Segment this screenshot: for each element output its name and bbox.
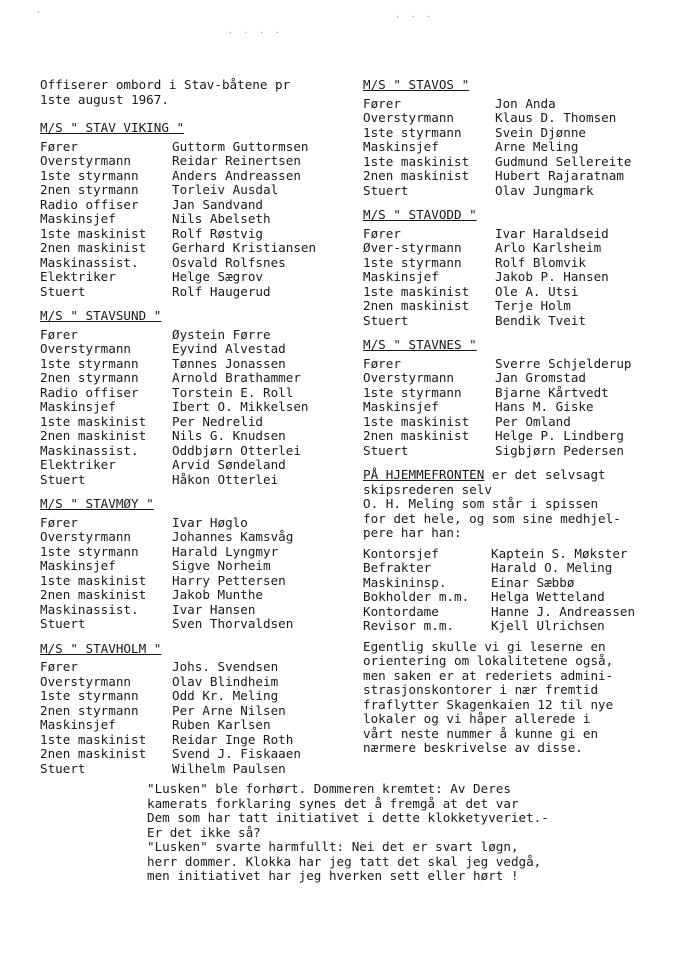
staff-row	[363, 576, 668, 591]
crew-row	[363, 184, 668, 199]
ship-title: M/S " STAVSUND "	[40, 308, 162, 323]
crew-role: Fører	[363, 95, 401, 111]
crew-name: Arne Meling	[495, 139, 579, 154]
crew-role: 2nen maskinist	[40, 240, 147, 255]
crew-name: Osvald Rolfsnes	[172, 254, 286, 270]
crew-row	[40, 328, 345, 343]
crew-role: Overstyrmann	[363, 110, 454, 125]
crew-name: Ruben Karlsen	[172, 717, 271, 732]
crew-name: Eyvind Alvestad	[172, 341, 286, 356]
crew-name: Johs. Svendsen	[172, 659, 279, 674]
crew-role: Overstyrmann	[40, 341, 131, 356]
crew-role: Stuert	[40, 471, 86, 487]
crew-name: Torstein E. Roll	[172, 384, 294, 400]
crew-row	[40, 762, 345, 777]
crew-row	[40, 400, 345, 415]
crew-role: 2nen maskinist	[40, 587, 147, 602]
ship-section	[363, 78, 668, 198]
crew-row	[40, 241, 345, 256]
crew-role: 1ste maskinist	[363, 153, 470, 169]
crew-role: Radio offiser	[40, 196, 139, 212]
crew-role: Maskinassist.	[40, 254, 139, 270]
crew-role: Maskinsjef	[363, 139, 439, 154]
staff-role: Bokholder m.m.	[363, 589, 470, 604]
crew-row	[363, 314, 668, 329]
crew-row	[40, 140, 345, 155]
crew-row	[40, 198, 345, 213]
crew-role: Øver-styrmann	[363, 240, 462, 255]
home-front-paragraph: Egentlig skulle vi gi leserne en orientering om lokalitetene også, men saken er at rederiets admini- strasjonskontorer i nær fremtid fraflytter Skagenkaien 12 til nye lokaler og vi håper allerede i vårt neste nummer å kunne gi en nærmere beskrivelse av disse.	[363, 638, 614, 755]
crew-name: Hubert Rajaratnam	[495, 168, 624, 183]
crew-row	[40, 675, 345, 690]
crew-row	[40, 718, 345, 733]
crew-role: Overstyrmann	[363, 370, 454, 385]
crew-name: Jakob Munthe	[172, 587, 263, 602]
crew-row	[40, 429, 345, 444]
crew-row	[40, 588, 345, 603]
crew-role: Fører	[363, 355, 401, 371]
crew-row	[40, 270, 345, 285]
staff-role: Kontorsjef	[363, 545, 439, 561]
crew-role: 2nen maskinist	[363, 298, 470, 313]
crew-row	[363, 111, 668, 126]
crew-role: Elektriker	[40, 269, 116, 284]
ship-title: M/S " STAVNES "	[363, 337, 477, 352]
crew-name: Ivar Hansen	[172, 601, 256, 617]
crew-row	[363, 155, 668, 170]
staff-row	[363, 561, 668, 576]
staff-role: Befrakter	[363, 560, 432, 575]
crew-name: Svend J. Fiskaaen	[172, 746, 301, 761]
crew-row	[40, 747, 345, 762]
office-staff-list	[363, 547, 668, 634]
staff-name: Einar Sæbbø	[491, 574, 575, 590]
crew-role: 1ste styrmann	[40, 688, 139, 703]
anecdote-text: "Lusken" ble forhørt. Dommeren kremtet: Av Deres kamerats forklaring synes det å fremgå at det var Dem som har tatt initiativet i dette klokketyveriet.- Er det ikke så? "Lusken" svarte harmfullt: Nei det er svart løgn, herr dommer. Klokka har jeg tatt det skal jeg vedgå, men initiativet har jeg hverken sett eller hørt !	[147, 781, 549, 883]
crew-row	[40, 285, 345, 300]
crew-row	[40, 154, 345, 169]
crew-row	[40, 689, 345, 704]
crew-name: Arlo Karlsheim	[495, 240, 602, 255]
crew-row	[363, 415, 668, 430]
crew-name: Torleiv Ausdal	[172, 182, 279, 197]
staff-name: Kjell Ulrichsen	[491, 618, 605, 633]
crew-role: Overstyrmann	[40, 673, 131, 689]
crew-role: Maskinsjef	[40, 399, 116, 414]
crew-role: 1ste maskinist	[40, 413, 147, 429]
crew-role: 1ste maskinist	[40, 225, 147, 241]
crew-role: Stuert	[363, 312, 409, 328]
crew-name: Helge P. Lindberg	[495, 428, 624, 443]
crew-name: Per Omland	[495, 413, 571, 429]
crew-role: Stuert	[363, 182, 409, 198]
crew-role: 1ste maskinist	[363, 413, 470, 429]
crew-row	[40, 473, 345, 488]
crew-row	[363, 299, 668, 314]
crew-name: Gudmund Sellereite	[495, 153, 632, 169]
crew-row	[40, 545, 345, 560]
staff-name: Helga Wetteland	[491, 589, 605, 604]
crew-role: Radio offiser	[40, 384, 139, 400]
crew-role: Overstyrmann	[40, 153, 131, 168]
crew-role: Stuert	[40, 760, 86, 776]
ship-section	[40, 121, 345, 299]
crew-name: Sigbjørn Pedersen	[495, 442, 624, 458]
crew-name: Per Nedrelid	[172, 413, 263, 429]
crew-name: Jon Anda	[495, 95, 556, 111]
ship-section	[363, 208, 668, 328]
crew-row	[40, 660, 345, 675]
left-column	[40, 78, 345, 786]
crew-row	[40, 704, 345, 719]
crew-row	[363, 126, 668, 141]
crew-name: Rolf Røstvig	[172, 225, 263, 241]
staff-row	[363, 590, 668, 605]
staff-row	[363, 547, 668, 562]
intro-text: Offiserer ombord i Stav-båtene pr 1ste august 1967.	[40, 77, 291, 107]
crew-role: Fører	[40, 659, 78, 674]
crew-row	[40, 342, 345, 357]
crew-name: Per Arne Nilsen	[172, 702, 286, 718]
crew-row	[363, 140, 668, 155]
crew-role: 2nen maskinist	[40, 746, 147, 761]
scan-speck: · · ·	[395, 12, 435, 21]
staff-row	[363, 619, 668, 634]
crew-name: Nils G. Knudsen	[172, 428, 286, 443]
staff-name: Hanne J. Andreassen	[491, 603, 636, 619]
crew-role: Fører	[363, 225, 401, 241]
crew-name: Hans M. Giske	[495, 399, 594, 414]
scan-speck: · · · ·	[228, 28, 283, 37]
crew-name: Tønnes Jonassen	[172, 355, 286, 371]
ship-section	[40, 497, 345, 632]
crew-row	[40, 617, 345, 632]
crew-name: Harald Lyngmyr	[172, 543, 279, 559]
crew-name: Ole A. Utsi	[495, 283, 579, 299]
crew-name: Nils Abelseth	[172, 211, 271, 226]
crew-row	[363, 227, 668, 242]
crew-role: Overstyrmann	[40, 529, 131, 544]
crew-name: Johannes Kamsvåg	[172, 529, 294, 544]
home-front-heading-rest: er det selvsagt	[484, 467, 606, 482]
crew-role: Fører	[40, 514, 78, 530]
crew-name: Sverre Schjelderup	[495, 355, 632, 371]
crew-row	[363, 169, 668, 184]
crew-row	[363, 357, 668, 372]
crew-row	[40, 212, 345, 227]
crew-row	[363, 97, 668, 112]
crew-row	[40, 357, 345, 372]
crew-role: 2nen maskinist	[363, 428, 470, 443]
crew-row	[363, 256, 668, 271]
crew-name: Odd Kr. Meling	[172, 688, 279, 703]
staff-name: Harald O. Meling	[491, 560, 613, 575]
staff-row	[363, 605, 668, 620]
crew-name: Wilhelm Paulsen	[172, 760, 286, 776]
crew-row	[363, 270, 668, 285]
crew-role: Fører	[40, 138, 78, 154]
crew-role: 1ste styrmann	[363, 384, 462, 400]
crew-role: Maskinsjef	[363, 269, 439, 284]
crew-row	[40, 733, 345, 748]
crew-row	[40, 415, 345, 430]
crew-role: 1ste maskinist	[363, 283, 470, 299]
crew-name: Reidar Inge Roth	[172, 731, 294, 747]
crew-role: Stuert	[40, 616, 86, 631]
crew-name: Olav Jungmark	[495, 182, 594, 198]
crew-role: 2nen maskinist	[363, 168, 470, 183]
crew-role: Maskinassist.	[40, 601, 139, 617]
crew-name: Ibert O. Mikkelsen	[172, 399, 309, 414]
home-front-heading: PÅ HJEMMEFRONTEN	[363, 467, 485, 482]
crew-name: Rolf Blomvik	[495, 254, 586, 270]
crew-name: Jan Gromstad	[495, 370, 586, 385]
staff-role: Revisor m.m.	[363, 618, 454, 633]
crew-role: 2nen styrmann	[40, 370, 139, 385]
crew-row	[40, 183, 345, 198]
crew-role: Maskinsjef	[40, 717, 116, 732]
ship-section	[40, 642, 345, 777]
crew-row	[363, 444, 668, 459]
crew-name: Arvid Søndeland	[172, 457, 286, 472]
crew-name: Jakob P. Hansen	[495, 269, 609, 284]
crew-name: Svein Djønne	[495, 124, 586, 140]
crew-name: Olav Blindheim	[172, 673, 279, 689]
crew-name: Anders Andreassen	[172, 167, 301, 183]
crew-name: Ivar Haraldseid	[495, 225, 609, 241]
crew-name: Sven Thorvaldsen	[172, 616, 294, 631]
home-front-intro: skipsrederen selv O. H. Meling som står i spissen for det hele, og som sine medhjel- pere har han:	[363, 481, 621, 540]
crew-role: Maskinassist.	[40, 442, 139, 458]
crew-row	[363, 371, 668, 386]
crew-name: Klaus D. Thomsen	[495, 110, 617, 125]
crew-role: Stuert	[363, 442, 409, 458]
crew-name: Oddbjørn Otterlei	[172, 442, 301, 458]
staff-role: Kontordame	[363, 603, 439, 619]
ship-section	[363, 338, 668, 458]
crew-row	[363, 285, 668, 300]
staff-name: Kaptein S. Møkster	[491, 545, 628, 561]
crew-role: 1ste styrmann	[363, 254, 462, 270]
scan-speck: ·	[36, 8, 44, 17]
crew-row	[40, 603, 345, 618]
crew-name: Ivar Høglo	[172, 514, 248, 530]
crew-row	[40, 169, 345, 184]
crew-row	[363, 400, 668, 415]
crew-role: Maskinsjef	[40, 558, 116, 573]
crew-name: Terje Holm	[495, 298, 571, 313]
ship-title: M/S " STAVODD "	[363, 207, 477, 222]
home-front-section	[363, 468, 668, 756]
ship-title: M/S " STAVOS "	[363, 77, 470, 92]
crew-name: Reidar Reinertsen	[172, 153, 301, 168]
crew-role: 1ste styrmann	[363, 124, 462, 140]
crew-role: Fører	[40, 326, 78, 342]
crew-role: 1ste maskinist	[40, 572, 147, 588]
crew-name: Jan Sandvand	[172, 196, 263, 212]
crew-name: Sigve Norheim	[172, 558, 271, 573]
crew-name: Rolf Haugerud	[172, 283, 271, 299]
crew-role: 2nen maskinist	[40, 428, 147, 443]
ship-title: M/S " STAV VIKING "	[40, 120, 185, 135]
crew-row	[363, 241, 668, 256]
crew-name: Håkon Otterlei	[172, 471, 279, 487]
crew-row	[40, 444, 345, 459]
crew-role: Maskinsjef	[363, 399, 439, 414]
ship-title: M/S " STAVHOLM "	[40, 640, 162, 656]
crew-role: Elektriker	[40, 457, 116, 472]
crew-row	[40, 256, 345, 271]
crew-row	[40, 516, 345, 531]
crew-role: 1ste styrmann	[40, 167, 139, 183]
left-ship-list	[40, 121, 345, 776]
crew-row	[40, 530, 345, 545]
crew-row	[40, 559, 345, 574]
crew-name: Øystein Førre	[172, 326, 271, 342]
crew-name: Bjarne Kårtvedt	[495, 384, 609, 400]
crew-role: 2nen styrmann	[40, 182, 139, 197]
crew-row	[40, 386, 345, 401]
right-ship-list	[363, 78, 668, 458]
crew-role: Stuert	[40, 283, 86, 299]
crew-name: Helge Sægrov	[172, 269, 263, 284]
crew-role: 2nen styrmann	[40, 702, 139, 718]
crew-role: 1ste styrmann	[40, 543, 139, 559]
crew-row	[363, 386, 668, 401]
right-column	[363, 78, 668, 756]
crew-role: 1ste maskinist	[40, 731, 147, 747]
ship-title: M/S " STAVMØY "	[40, 496, 154, 511]
crew-name: Harry Pettersen	[172, 572, 286, 588]
ship-section	[40, 309, 345, 487]
crew-row	[40, 227, 345, 242]
crew-name: Bendik Tveit	[495, 312, 586, 328]
staff-role: Maskininsp.	[363, 574, 447, 590]
crew-name: Gerhard Kristiansen	[172, 240, 317, 255]
crew-role: 1ste styrmann	[40, 355, 139, 371]
crew-name: Guttorm Guttormsen	[172, 138, 309, 154]
crew-role: Maskinsjef	[40, 211, 116, 226]
crew-row	[40, 574, 345, 589]
crew-row	[40, 371, 345, 386]
crew-row	[363, 429, 668, 444]
crew-row	[40, 458, 345, 473]
crew-name: Arnold Brathammer	[172, 370, 301, 385]
